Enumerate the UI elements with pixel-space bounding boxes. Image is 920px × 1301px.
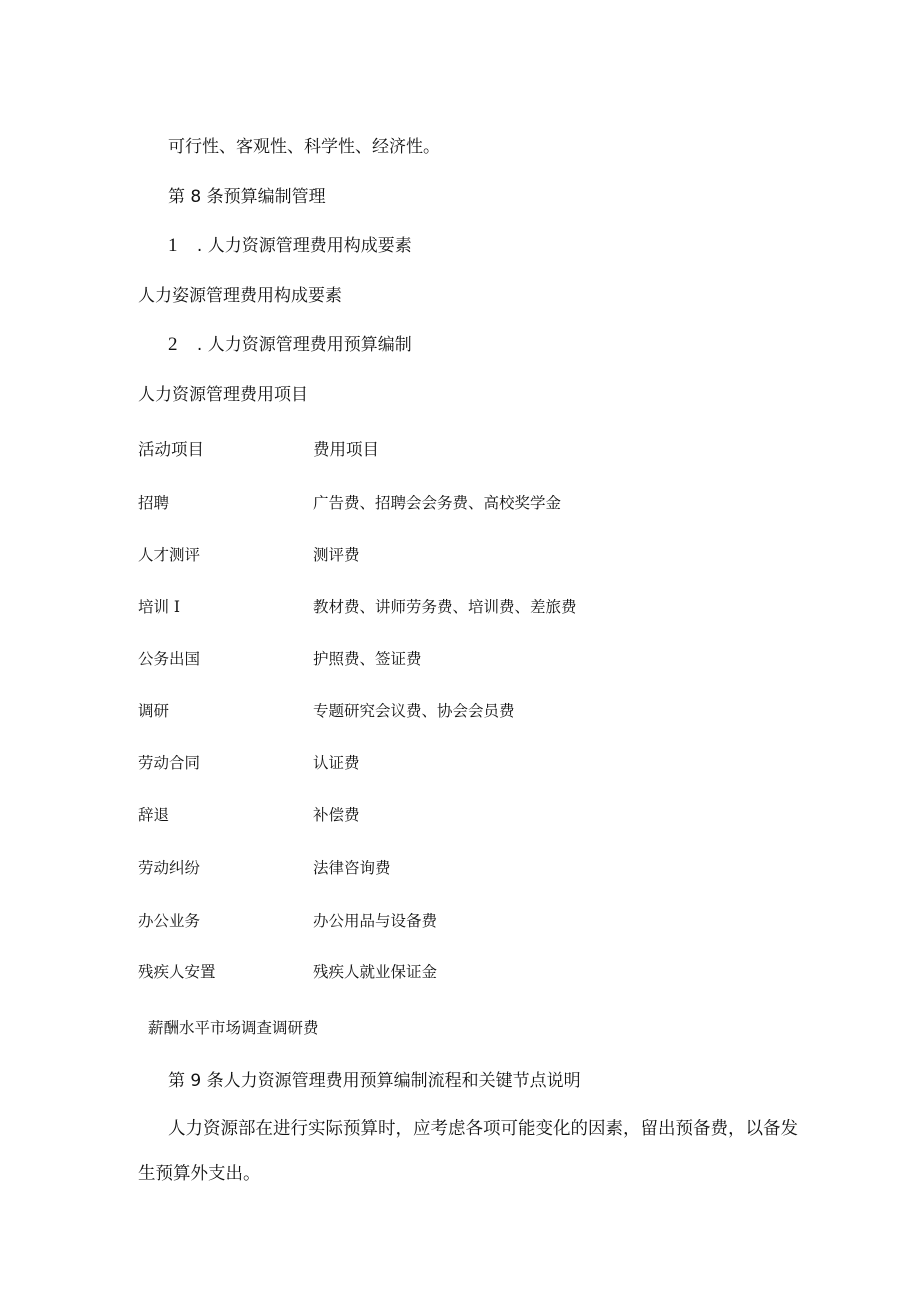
table-cell-activity: 辞退 bbox=[138, 806, 170, 824]
table-row bbox=[0, 961, 920, 983]
salary-survey-note: 薪酬水平市场调查调研费 bbox=[148, 1019, 319, 1037]
table-row bbox=[0, 700, 920, 722]
table-cell-activity: 劳动纠纷 bbox=[138, 859, 201, 877]
table-cell-cost: 广告费、招聘会会务费、高校奖学金 bbox=[313, 494, 562, 512]
cost-items-caption: 人力资源管理费用项目 bbox=[138, 385, 308, 405]
table-row bbox=[0, 910, 920, 932]
table-cell-cost: 残疾人就业保证金 bbox=[313, 963, 438, 981]
paragraph-feasibility: 可行性、客观性、科学性、经济性。 bbox=[168, 137, 440, 157]
table-cell-cost: 测评费 bbox=[313, 546, 360, 564]
table-cell-cost: 护照费、签证费 bbox=[313, 650, 422, 668]
table-row bbox=[0, 596, 920, 618]
article-8-heading: 第 8 条预算编制管理 bbox=[168, 187, 326, 207]
table-row bbox=[0, 804, 920, 826]
table-cell-activity: 办公业务 bbox=[138, 912, 201, 930]
table-cell-activity: 调研 bbox=[138, 702, 170, 720]
list-item-2 bbox=[168, 334, 412, 356]
table-cell-cost: 补偿费 bbox=[313, 806, 360, 824]
body-paragraph-line-2: 生预算外支出。 bbox=[138, 1164, 261, 1184]
table-cell-activity: 残疾人安置 bbox=[138, 963, 216, 981]
table-cell-cost: 教材费、讲师劳务费、培训费、差旅费 bbox=[313, 598, 577, 616]
table-cell-activity: 人才测评 bbox=[138, 546, 201, 564]
table-row bbox=[0, 544, 920, 566]
table-cell-activity: 培训 I bbox=[138, 598, 181, 616]
table-cell-cost: 办公用品与设备费 bbox=[313, 912, 438, 930]
list-item-1-text: . 人力资源管理费用构成要素 bbox=[196, 236, 412, 256]
table-cell-cost: 认证费 bbox=[313, 754, 360, 772]
cost-elements-caption: 人力姿源管理费用构成要素 bbox=[138, 286, 342, 306]
table-header-cost: 费用项目 bbox=[313, 440, 379, 459]
table-cell-cost: 专题研究会议费、协会会员费 bbox=[313, 702, 515, 720]
table-row bbox=[0, 492, 920, 514]
table-row bbox=[0, 648, 920, 670]
table-cell-activity: 公务出国 bbox=[138, 650, 201, 668]
body-paragraph-line-1: 人力资源部在进行实际预算时，应考虑各项可能变化的因素，留出预备费，以备发 bbox=[168, 1119, 798, 1139]
table-row bbox=[0, 857, 920, 879]
table-row bbox=[0, 752, 920, 774]
list-item-2-number: 2 bbox=[168, 334, 178, 355]
table-header-row bbox=[0, 439, 920, 461]
table-cell-activity: 劳动合同 bbox=[138, 754, 201, 772]
list-item-1 bbox=[168, 235, 412, 257]
list-item-1-number: 1 bbox=[168, 235, 178, 256]
article-9-heading: 第 9 条人力资源管理费用预算编制流程和关键节点说明 bbox=[168, 1071, 581, 1091]
list-item-2-text: . 人力资源管理费用预算编制 bbox=[196, 335, 412, 355]
table-cell-cost: 法律咨询费 bbox=[313, 859, 391, 877]
table-header-activity: 活动项目 bbox=[138, 440, 204, 459]
table-cell-activity: 招聘 bbox=[138, 494, 170, 512]
